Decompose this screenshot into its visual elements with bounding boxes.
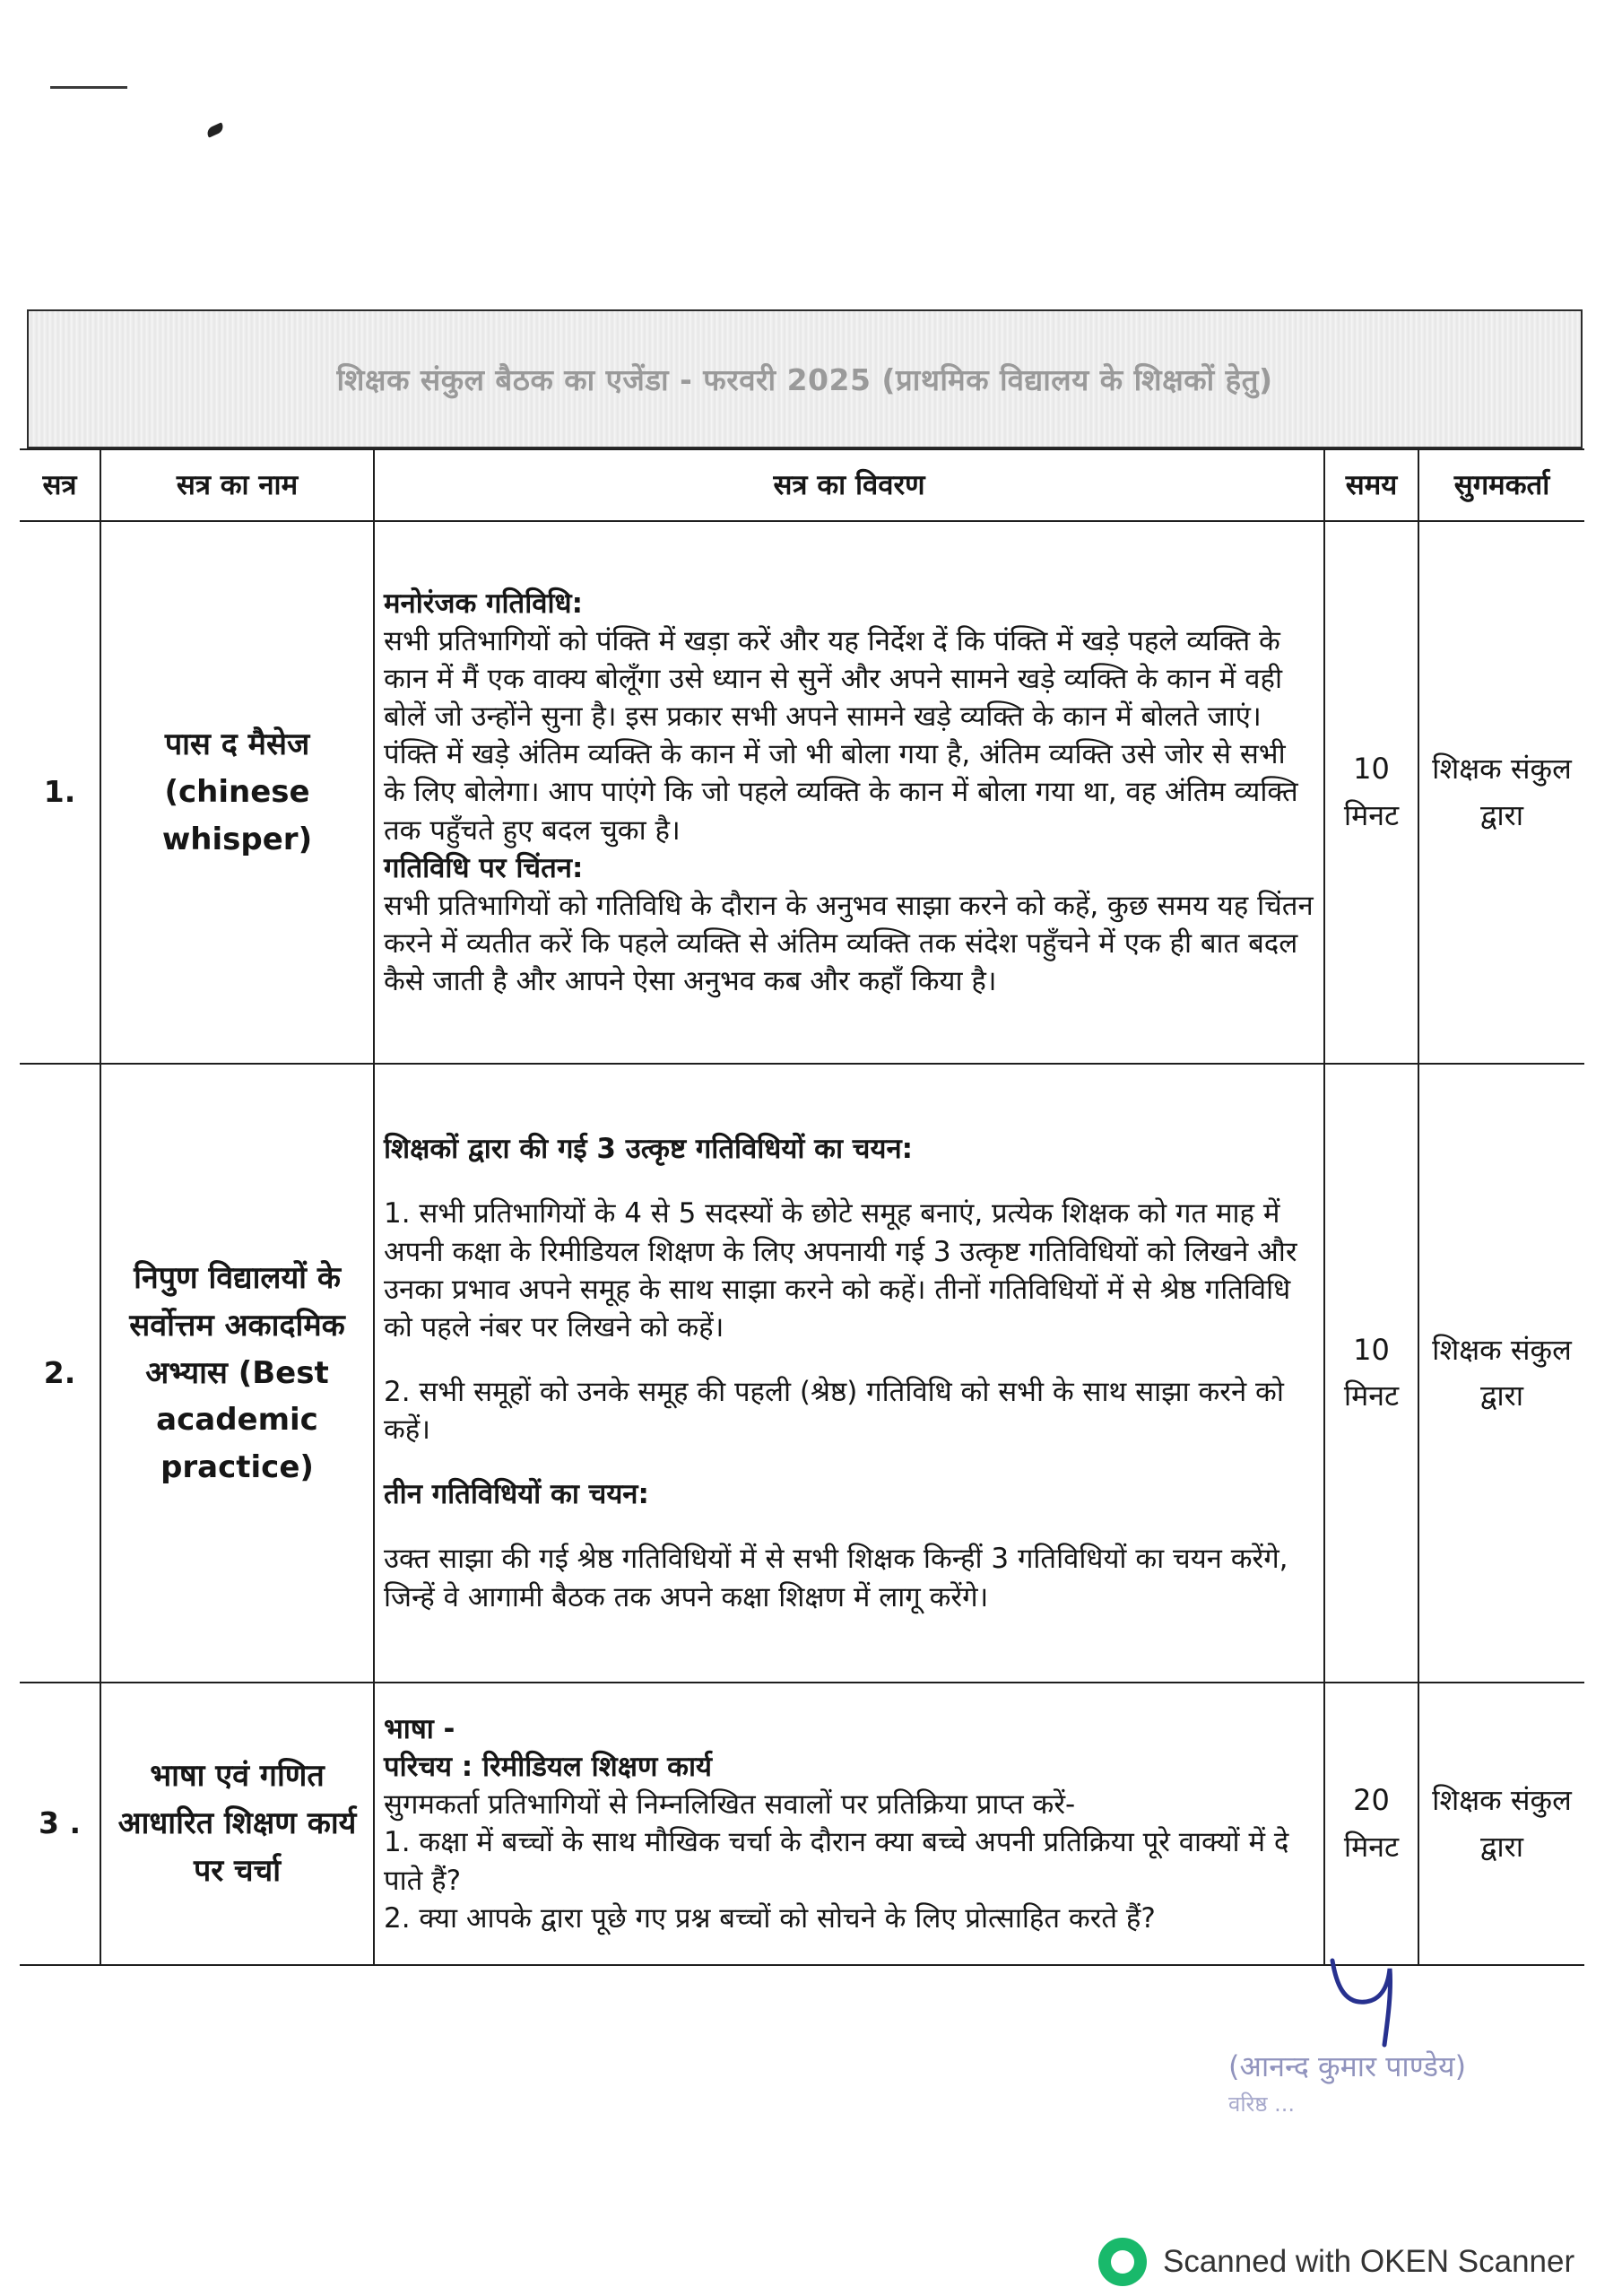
description-heading: शिक्षकों द्वारा की गई 3 उत्कृष्ट गतिविधियों का चयन: — [384, 1133, 914, 1166]
facilitator-line: द्वारा — [1479, 1378, 1524, 1413]
time-unit: मिनट — [1343, 1378, 1400, 1413]
time-value: 10 — [1353, 752, 1390, 787]
time-value: 20 — [1353, 1783, 1390, 1818]
session-name-line: आधारित शिक्षण कार्य — [117, 1805, 357, 1842]
description-text: 1. कक्षा में बच्चों के साथ मौखिक चर्चा के दौरान क्या बच्चे अपनी प्रतिक्रिया पूरे वाक्यों में दे पाते हैं? — [384, 1826, 1289, 1897]
session-number: 2. — [20, 1064, 100, 1683]
session-time — [1324, 1683, 1418, 1965]
scan-artifact-line — [50, 86, 127, 89]
description-heading: मनोरंजक गतिविधि: — [384, 587, 583, 620]
description-text: सुगमकर्ता प्रतिभागियों से निम्नलिखित सवालों पर प्रतिक्रिया प्राप्त करें- — [384, 1788, 1076, 1822]
facilitator-line: द्वारा — [1479, 1829, 1524, 1864]
description-text: 2. क्या आपके द्वारा पूछे गए प्रश्न बच्चों को सोचने के लिए प्रोत्साहित करते हैं? — [384, 1901, 1156, 1935]
session-time — [1324, 521, 1418, 1064]
time-unit: मिनट — [1343, 1829, 1400, 1864]
session-description — [374, 1683, 1324, 1965]
header-time: समय — [1324, 449, 1418, 521]
session-name-line: (chinese — [164, 774, 310, 811]
table-row — [20, 521, 1584, 1064]
scanner-watermark — [1098, 2238, 1574, 2286]
time-unit: मिनट — [1343, 797, 1400, 832]
scanner-label: Scanned with OKEN Scanner — [1163, 2244, 1575, 2279]
header-session-name: सत्र का नाम — [100, 449, 374, 521]
description-text: उक्त साझा की गई श्रेष्ठ गतिविधियों में से सभी शिक्षक किन्हीं 3 गतिविधियों का चयन करेंगे, जिन्हें वे आगामी बैठक तक अपने कक्षा शिक्षण में लागू करेंगे। — [384, 1543, 1288, 1613]
facilitator-line: शिक्षक संकुल — [1432, 752, 1572, 787]
oken-scanner-icon — [1098, 2238, 1147, 2286]
description-heading: परिचय : रिमीडियल शिक्षण कार्य — [384, 1751, 712, 1784]
session-facilitator — [1418, 1064, 1584, 1683]
handwritten-signature — [1325, 1955, 1433, 2054]
table-row — [20, 1683, 1584, 1965]
stamp-designation: वरिष्ठ ... — [1228, 2092, 1296, 2117]
description-heading: गतिविधि पर चिंतन: — [384, 851, 584, 884]
table-row — [20, 1064, 1584, 1683]
session-number: 3 . — [20, 1683, 100, 1965]
description-heading: तीन गतिविधियों का चयन: — [384, 1478, 649, 1511]
description-text: सभी प्रतिभागियों को गतिविधि के दौरान के अनुभव साझा करने को कहें, कुछ समय यह चिंतन करने में व्यतीत करें कि पहले व्यक्ति से अंतिम व्यक्ति तक संदेश पहुँचने में एक ही बात बदल कैसे जाती है और आपने ऐसा अनुभव कब और कहाँ किया है। — [384, 889, 1314, 998]
session-name — [100, 521, 374, 1064]
facilitator-line: शिक्षक संकुल — [1432, 1332, 1572, 1367]
session-name-line: सर्वोत्तम अकादमिक — [129, 1307, 345, 1344]
document-title-box — [27, 309, 1583, 448]
session-name-line: भाषा एवं गणित — [150, 1758, 325, 1795]
session-name-line: पास द मैसेज — [164, 726, 310, 763]
session-name-line: अभ्यास (Best — [145, 1354, 329, 1391]
session-description — [374, 1064, 1324, 1683]
session-name-line: whisper) — [161, 821, 313, 857]
session-name-line: academic — [156, 1402, 318, 1439]
description-text: 2. सभी समूहों को उनके समूह की पहली (श्रेष्ठ) गतिविधि को सभी के साथ साझा करने को कहें। — [384, 1376, 1284, 1447]
session-number: 1. — [20, 521, 100, 1064]
session-name-line: practice) — [160, 1449, 314, 1486]
session-time — [1324, 1064, 1418, 1683]
session-name-line: पर चर्चा — [193, 1852, 282, 1889]
stamp-name: (आनन्द कुमार पाण्डेय) — [1228, 2049, 1467, 2083]
session-name — [100, 1683, 374, 1965]
description-text: 1. सभी प्रतिभागियों के 4 से 5 सदस्यों के छोटे समूह बनाएं, प्रत्येक शिक्षक को गत माह में अपनी कक्षा के रिमीडियल शिक्षण के लिए अपनायी गई 3 उत्कृष्ट गतिविधियों को लिखने और उनका प्रभाव अपने समूह के साथ साझा करने को कहें। तीनों गतिविधियों में से श्रेष्ठ गतिविधि को पहले नंबर पर लिखने को कहें। — [384, 1197, 1297, 1344]
session-facilitator — [1418, 1683, 1584, 1965]
session-description — [374, 521, 1324, 1064]
scan-artifact-mark — [205, 122, 225, 138]
header-session-description: सत्र का विवरण — [374, 449, 1324, 521]
time-value: 10 — [1353, 1332, 1390, 1367]
table-header-row — [20, 449, 1584, 521]
facilitator-line: द्वारा — [1479, 797, 1524, 832]
description-text: सभी प्रतिभागियों को पंक्ति में खड़ा करें और यह निर्देश दें कि पंक्ति में खड़े पहले व्यक्ति के कान में मैं एक वाक्य बोलूँगा उसे ध्यान से सुनें और अपने सामने खड़े व्यक्ति के कान में वही बोलें जो उन्होंने सुना है। इस प्रकार सभी अपने सामने खड़े व्यक्ति के कान में बोलते जाएं। पंक्ति में खड़े अंतिम व्यक्ति के कान में जो भी बोला गया है, अंतिम व्यक्ति उसे जोर से सभी के लिए बोलेगा। आप पाएंगे कि जो पहले व्यक्ति के कान में बोला गया था, वह अंतिम व्यक्ति तक पहुँचते हुए बदल चुका है। — [384, 624, 1298, 847]
facilitator-line: शिक्षक संकुल — [1432, 1783, 1572, 1818]
header-facilitator: सुगमकर्ता — [1418, 449, 1584, 521]
session-name — [100, 1064, 374, 1683]
official-stamp — [1228, 2047, 1466, 2118]
agenda-table — [20, 448, 1584, 1966]
session-name-line: निपुण विद्यालयों के — [134, 1260, 341, 1297]
document-title: शिक्षक संकुल बैठक का एजेंडा - फरवरी 2025 (प्राथमिक विद्यालय के शिक्षकों हेतु) — [336, 362, 1273, 397]
description-heading: भाषा - — [384, 1713, 455, 1745]
header-session-number: सत्र — [20, 449, 100, 521]
session-facilitator — [1418, 521, 1584, 1064]
